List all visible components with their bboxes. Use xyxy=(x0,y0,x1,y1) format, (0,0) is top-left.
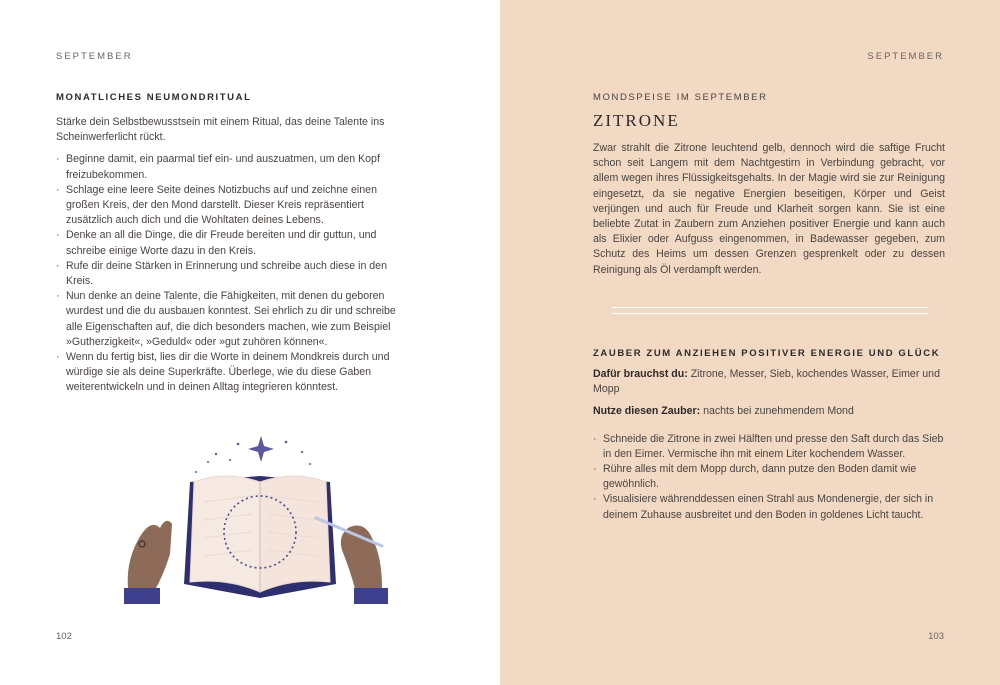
running-head-left: SEPTEMBER xyxy=(56,51,133,62)
ritual-steps-list xyxy=(56,152,408,395)
ingredients-value: Zitrone, Messer, Sieb, kochendes Wasser, Eimer und Mopp xyxy=(593,368,940,396)
spell-steps-list xyxy=(593,432,945,523)
open-book-with-hands-icon xyxy=(120,432,400,614)
spell-body xyxy=(593,367,945,523)
list-item: · Schlage eine leere Seite deines Notizbuchs auf und zeichne einen großen Kreis, der den Mond darstellt. Dieser Kreis repräsentiert zusätzlich auch dich und die Wohltaten deines Lebens. xyxy=(56,183,408,229)
running-head-right: SEPTEMBER xyxy=(867,51,944,62)
list-item: · Rühre alles mit dem Mopp durch, dann putze den Boden damit wie gewöhnlich. xyxy=(593,462,945,492)
page-number-right: 103 xyxy=(928,631,944,642)
spell-heading: ZAUBER ZUM ANZIEHEN POSITIVER ENERGIE UND GLÜCK xyxy=(593,348,941,359)
timing-label: Nutze diesen Zauber: xyxy=(593,405,701,418)
ingredients-line xyxy=(593,367,945,397)
list-item: · Nun denke an deine Talente, die Fähigkeiten, mit denen du geboren wurdest und die du ausbauen konntest. Sei ehrlich zu dir und schreibe alle Eigenschaften auf, die dich besonders machen, wie zum Beispiel »Gutherzigkeit«, »Geduld« oder »gut zuhören können«. xyxy=(56,289,408,350)
page-number-left: 102 xyxy=(56,631,72,642)
page-title: ZITRONE xyxy=(593,111,680,130)
list-item: · Visualisiere währenddessen einen Strahl aus Mondenergie, der sich in deinem Zuhause ausbreitet und den Boden in goldenes Licht taucht. xyxy=(593,492,945,522)
list-item: · Wenn du fertig bist, lies dir die Worte in deinem Mondkreis durch und würdige sie als deine Superkräfte. Überlege, wie du diese Gaben weiterentwickeln und in deinen Alltag integrieren könntest. xyxy=(56,350,408,396)
timing-value: nachts bei zunehmendem Mond xyxy=(700,405,854,418)
list-item: · Rufe dir deine Stärken in Erinnerung und schreibe auch diese in den Kreis. xyxy=(56,259,408,289)
list-item: · Denke an all die Dinge, die dir Freude bereiten und dir guttun, und schreibe einige Worte dazu in den Kreis. xyxy=(56,228,408,258)
ritual-section xyxy=(56,92,408,396)
list-item: · Beginne damit, ein paarmal tief ein- und auszuatmen, um den Kopf freizubekommen. xyxy=(56,152,408,182)
section-eyebrow: MONDSPEISE IM SEPTEMBER xyxy=(593,92,768,103)
lemon-description: Zwar strahlt die Zitrone leuchtend gelb, dennoch wird die saftige Frucht schon seit Langem mit dem Nachtgestirn in Verbindung gebracht, vor allem wegen ihres Flüssigkeitsgehalts. In der Magie wird sie zur Reinigung eingesetzt, da sie negative Energien beseitigen, Körper und Geist verjüngen und auch für Freude und Klarheit sorgen kann. Sie ist eine beliebte Zutat in Zaubern zum Anziehen positiver Energie und kann auch als Elixier oder Aufguss eingenommen, in Badewasser gegeben, zum Schutz des Heims um dessen Grenzen gesprenkelt oder zu dessen Reinigung als Öl verdampft werden. xyxy=(593,142,945,276)
list-item: · Schneide die Zitrone in zwei Hälften und presse den Saft durch das Sieb in den Eimer. Vermische ihn mit einem Liter kochendem Wasser. xyxy=(593,432,945,462)
ritual-heading: MONATLICHES NEUMONDRITUAL xyxy=(56,92,252,103)
right-page xyxy=(500,0,1000,685)
ingredients-label: Dafür brauchst du: xyxy=(593,368,688,380)
section-divider xyxy=(612,307,928,314)
timing-line xyxy=(593,404,945,419)
ritual-intro: Stärke dein Selbstbewusstsein mit einem Ritual, das deine Talente ins Scheinwerferlicht rückt. xyxy=(56,116,385,144)
